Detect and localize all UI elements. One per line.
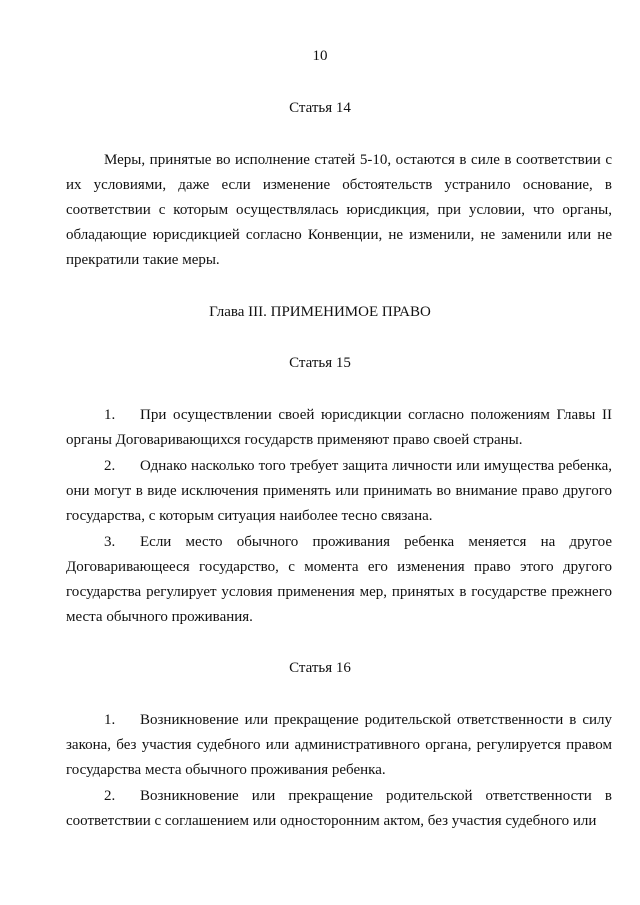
paragraph-text: При осуществлении своей юрисдикции согласно положениям Главы II органы Договаривающихся государств применяют право своей страны. xyxy=(66,407,612,448)
page-number: 10 xyxy=(312,48,328,64)
article-16-paragraph-2 xyxy=(66,784,612,834)
paragraph-number: 1. xyxy=(104,407,116,423)
article-15-paragraph-2 xyxy=(66,454,612,529)
article-15-title: Статья 15 xyxy=(289,355,351,371)
paragraph-text: Если место обычного проживания ребенка меняется на другое Договаривающееся государство, с момента его изменения право этого другого государства регулирует условия применения мер, принятых в государстве прежнего места обычного проживания. xyxy=(66,534,612,625)
article-14-text: Меры, принятые во исполнение статей 5-10, остаются в силе в соответствии с их условиями, даже если изменение обстоятельств устранило основание, в соответствии с которым осуществлялась юрисдикция, при условии, что органы, обладающие юрисдикцией согласно Конвенции, не изменили, не заменили или не прекратили такие меры. xyxy=(66,152,612,268)
paragraph-number: 2. xyxy=(104,788,116,804)
chapter-3-title: Глава III. ПРИМЕНИМОЕ ПРАВО xyxy=(209,304,431,320)
paragraph-number: 3. xyxy=(104,534,116,550)
article-15-paragraph-3 xyxy=(66,530,612,630)
article-16-paragraph-1 xyxy=(66,708,612,783)
article-16-title: Статья 16 xyxy=(289,660,351,676)
paragraph-number: 2. xyxy=(104,458,116,474)
paragraph-text: Возникновение или прекращение родительской ответственности в соответствии с соглашением или односторонним актом, без участия судебного или xyxy=(66,788,612,829)
paragraph-text: Возникновение или прекращение родительской ответственности в силу закона, без участия судебного или административного органа, регулируется правом государства места обычного проживания ребенка. xyxy=(66,712,612,778)
article-14-title: Статья 14 xyxy=(289,100,351,116)
article-15-paragraph-1 xyxy=(66,403,612,453)
paragraph-text: Однако насколько того требует защита личности или имущества ребенка, они могут в виде исключения применять или принимать во внимание право другого государства, с которым ситуация наиболее тесно связана. xyxy=(66,458,612,524)
paragraph-number: 1. xyxy=(104,712,116,728)
